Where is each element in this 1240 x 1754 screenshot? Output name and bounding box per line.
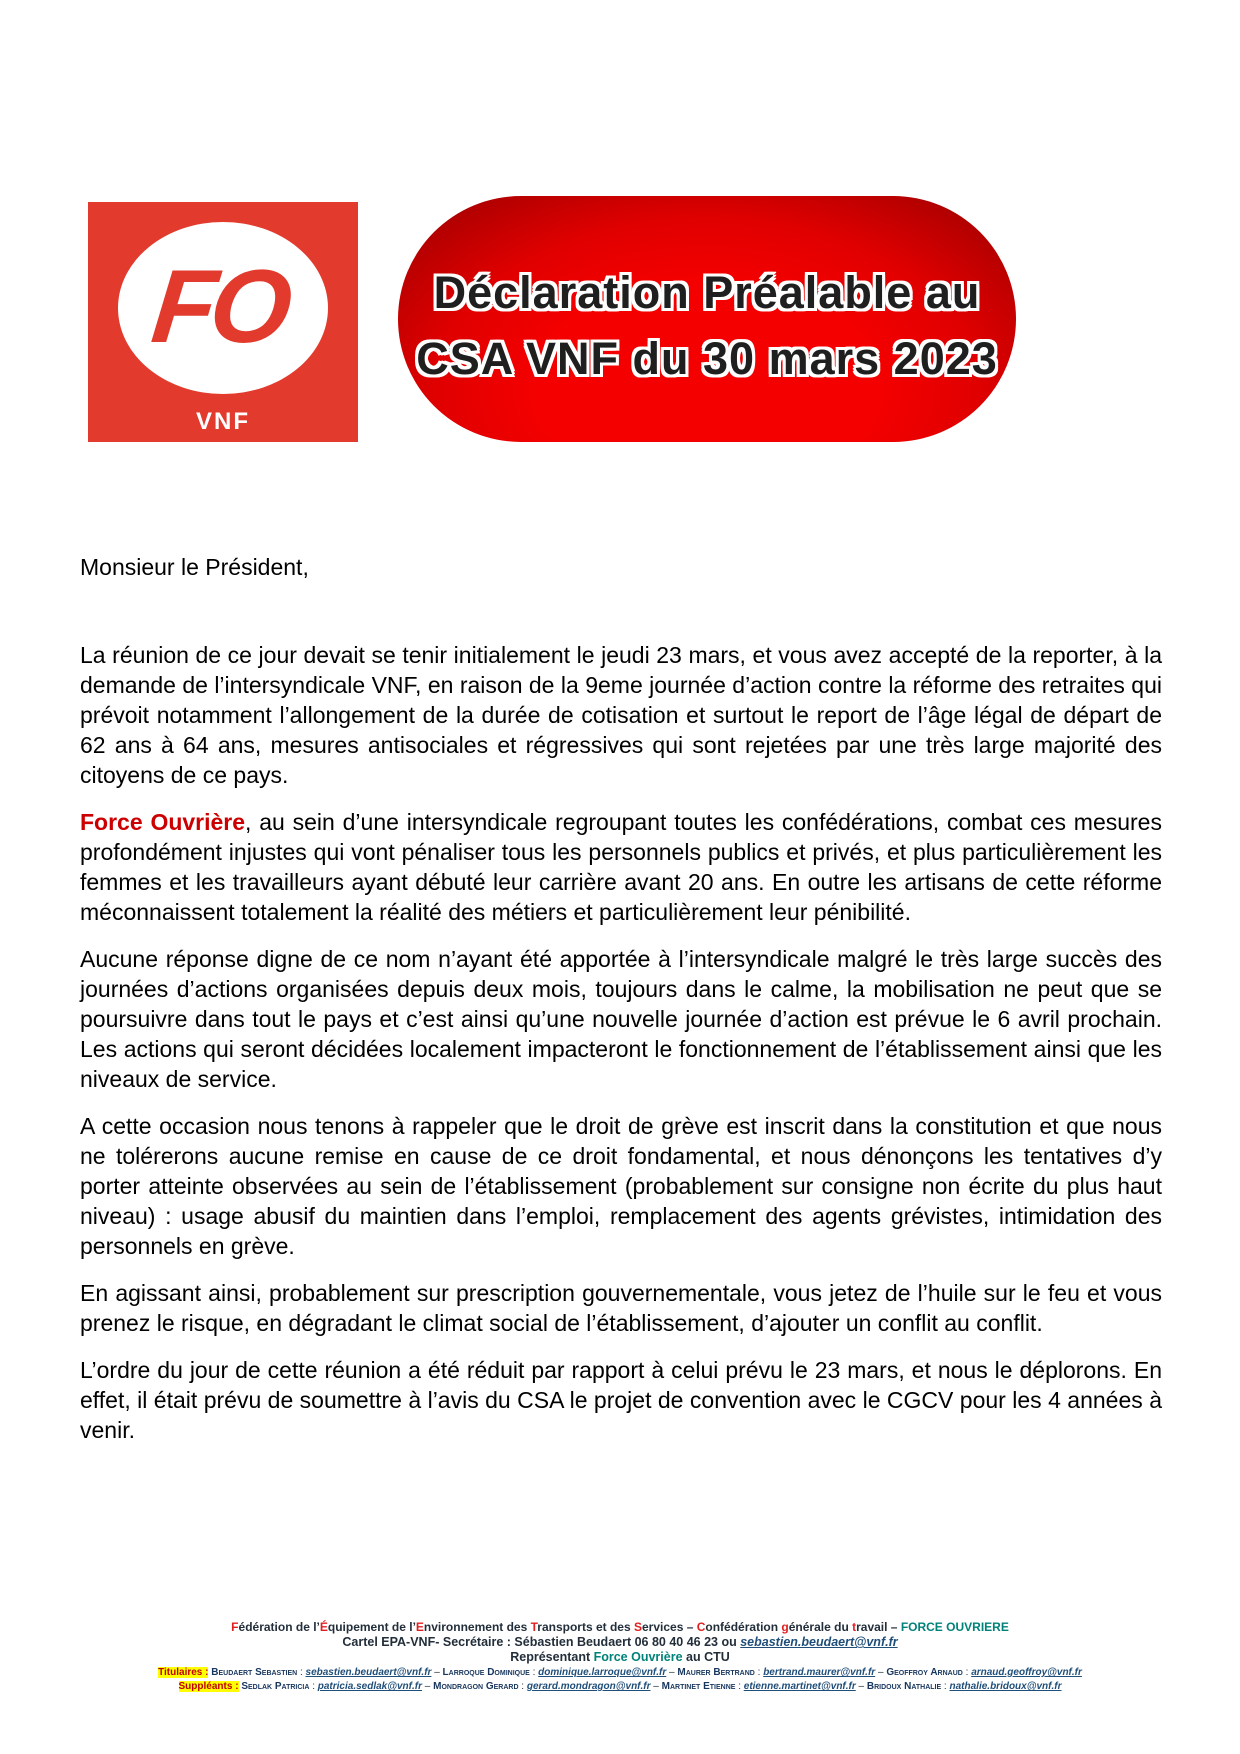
email-link[interactable]: bertrand.maurer@vnf.fr: [763, 1667, 876, 1678]
footer-representant-line: [0, 1650, 1240, 1665]
text-segment: ransports et des: [537, 1620, 634, 1634]
text-segment: Aucune réponse digne de ce nom n’ayant été apportée à l’intersyndicale malgré le très large succès des journées d’actions organisées depuis deux mois, toujours dans le calme, la mobilisation ne peut que se poursuivre dans tout le pays et c’est ainsi qu’une nouvelle journée d’action est prévue le 6 avril prochain. Les actions qui seront décidées localement impacteront le fonctionnement de l’établissement ainsi que les niveaux de service.: [80, 946, 1162, 1092]
text-segment: –: [431, 1667, 443, 1678]
text-segment: :: [735, 1681, 744, 1692]
text-segment: Titulaires :: [158, 1667, 209, 1678]
text-segment: énérale du: [788, 1620, 853, 1634]
footer-cartel-line: [0, 1635, 1240, 1650]
text-segment: Beudaert Sebastien: [211, 1667, 298, 1678]
email-link[interactable]: sebastien.beudaert@vnf.fr: [305, 1667, 432, 1678]
text-segment: édération de l’: [238, 1620, 320, 1634]
text-segment: :: [518, 1681, 527, 1692]
text-segment: Cartel EPA-VNF- Secrétaire : Sébastien Beudaert 06 80 40 46 23 ou: [342, 1635, 741, 1649]
text-segment: L’ordre du jour de cette réunion a été réduit par rapport à celui prévu le 23 mars, et nous le déplorons. En effet, il était prévu de soumettre à l’avis du CSA le projet de convention avec le CGCV pour les 4 années à venir.: [80, 1357, 1162, 1443]
banner-title-line2: CSA VNF du 30 mars 2023: [416, 333, 998, 384]
text-segment: E: [415, 1620, 424, 1634]
text-segment: S: [633, 1620, 642, 1634]
logo-vnf-label: VNF: [196, 408, 250, 435]
email-link[interactable]: arnaud.geoffroy@vnf.fr: [971, 1667, 1082, 1678]
text-segment: A cette occasion nous tenons à rappeler que le droit de grève est inscrit dans la constitution et que nous ne tolérerons aucune remise en cause de ce droit fondamental, et nous dénonçons les tentatives d’y porter atteinte observées au sein de l’établissement (probablement sur consigne non écrite du plus haut niveau) : usage abusif du maintien dans l’emploi, remplacement des agents grévistes, intimidation des personnels en grève.: [80, 1113, 1162, 1259]
text-segment: –: [650, 1681, 662, 1692]
paragraph-6: [80, 1355, 1162, 1445]
text-segment: , au sein d’une intersyndicale regroupant toutes les confédérations, combat ces mesures profondément injustes qui vont pénaliser tous les personnels publics et privés, et plus particulièrement les femmes et les travailleurs ayant débuté leur carrière avant 20 ans. En outre les artisans de cette réforme méconnaissent totalement la réalité des métiers et particulièrement leur pénibilité.: [80, 809, 1162, 925]
fo-logo-text: FO: [146, 249, 292, 366]
text-segment: :: [962, 1667, 972, 1678]
text-segment: C: [696, 1620, 706, 1634]
text-segment: –: [855, 1681, 867, 1692]
text-segment: Suppléants :: [178, 1681, 239, 1692]
banner-title-line1: Déclaration Préalable au: [433, 267, 981, 318]
text-segment: Force Ouvrière: [593, 1650, 683, 1664]
text-segment: Représentant: [510, 1650, 594, 1664]
text-segment: ervices –: [642, 1620, 697, 1634]
text-segment: La réunion de ce jour devait se tenir initialement le jeudi 23 mars, et vous avez accepté de la reporter, à la demande de l’intersyndicale VNF, en raison de la 9eme journée d’action contre la réforme des retraites qui prévoit notamment l’allongement de la durée de cotisation et surtout le report de l’âge légal de départ de 62 ans à 64 ans, mesures antisociales et régressives qui sont rejetées par une très large majorité des citoyens de ce pays.: [80, 642, 1162, 788]
text-segment: T: [530, 1620, 538, 1634]
text-segment: Geoffroy Arnaud: [886, 1667, 963, 1678]
text-segment: :: [529, 1667, 539, 1678]
text-segment: Bridoux Nathalie: [866, 1681, 942, 1692]
text-segment: É: [319, 1620, 328, 1634]
email-link[interactable]: patricia.sedlak@vnf.fr: [317, 1681, 422, 1692]
text-segment: Sedlak Patricia: [241, 1681, 310, 1692]
text-segment: –: [422, 1681, 434, 1692]
text-segment: Larroque Dominique: [442, 1667, 530, 1678]
text-segment: nvironnement des: [423, 1620, 531, 1634]
text-segment: –: [666, 1667, 678, 1678]
paragraph-3: [80, 944, 1162, 1094]
text-segment: au CTU: [682, 1650, 730, 1664]
email-link[interactable]: gerard.mondragon@vnf.fr: [526, 1681, 651, 1692]
email-link[interactable]: dominique.larroque@vnf.fr: [538, 1667, 667, 1678]
paragraph-4: [80, 1111, 1162, 1261]
text-segment: :: [754, 1667, 764, 1678]
email-link[interactable]: nathalie.bridoux@vnf.fr: [949, 1681, 1062, 1692]
text-segment: t: [852, 1620, 857, 1634]
text-segment: F: [231, 1620, 239, 1634]
fo-logo-oval: [118, 222, 328, 394]
text-segment: ravail –: [856, 1620, 901, 1634]
title-banner: [398, 196, 1016, 442]
text-segment: g: [781, 1620, 789, 1634]
email-link[interactable]: etienne.martinet@vnf.fr: [743, 1681, 856, 1692]
email-link[interactable]: sebastien.beudaert@vnf.fr: [740, 1635, 898, 1649]
text-segment: FORCE OUVRIERE: [900, 1620, 1009, 1634]
text-segment: onfédération: [705, 1620, 782, 1634]
page-footer: [0, 1620, 1240, 1693]
text-segment: Maurer Bertrand: [677, 1667, 755, 1678]
text-segment: Martinet Etienne: [661, 1681, 736, 1692]
text-segment: En agissant ainsi, probablement sur prescription gouvernementale, vous jetez de l’huile sur le feu et vous prenez le risque, en dégradant le climat social de l’établissement, d’ajouter un conflit au conflit.: [80, 1280, 1162, 1336]
letter-body: [80, 552, 1162, 1462]
footer-titulaires-line: [0, 1666, 1240, 1679]
text-segment: –: [875, 1667, 887, 1678]
footer-federation-line: [0, 1620, 1240, 1635]
paragraph-5: [80, 1278, 1162, 1338]
text-segment: :: [309, 1681, 318, 1692]
text-segment: :: [297, 1667, 306, 1678]
text-segment: Mondragon Gerard: [433, 1681, 519, 1692]
paragraph-2: [80, 807, 1162, 927]
salutation: Monsieur le Président,: [80, 554, 309, 580]
text-segment: quipement de l’: [327, 1620, 416, 1634]
paragraph-1: [80, 640, 1162, 790]
fo-vnf-logo: [88, 202, 358, 442]
text-segment: :: [941, 1681, 950, 1692]
text-segment: Force Ouvrière: [80, 809, 246, 835]
footer-suppleants-line: [0, 1680, 1240, 1693]
